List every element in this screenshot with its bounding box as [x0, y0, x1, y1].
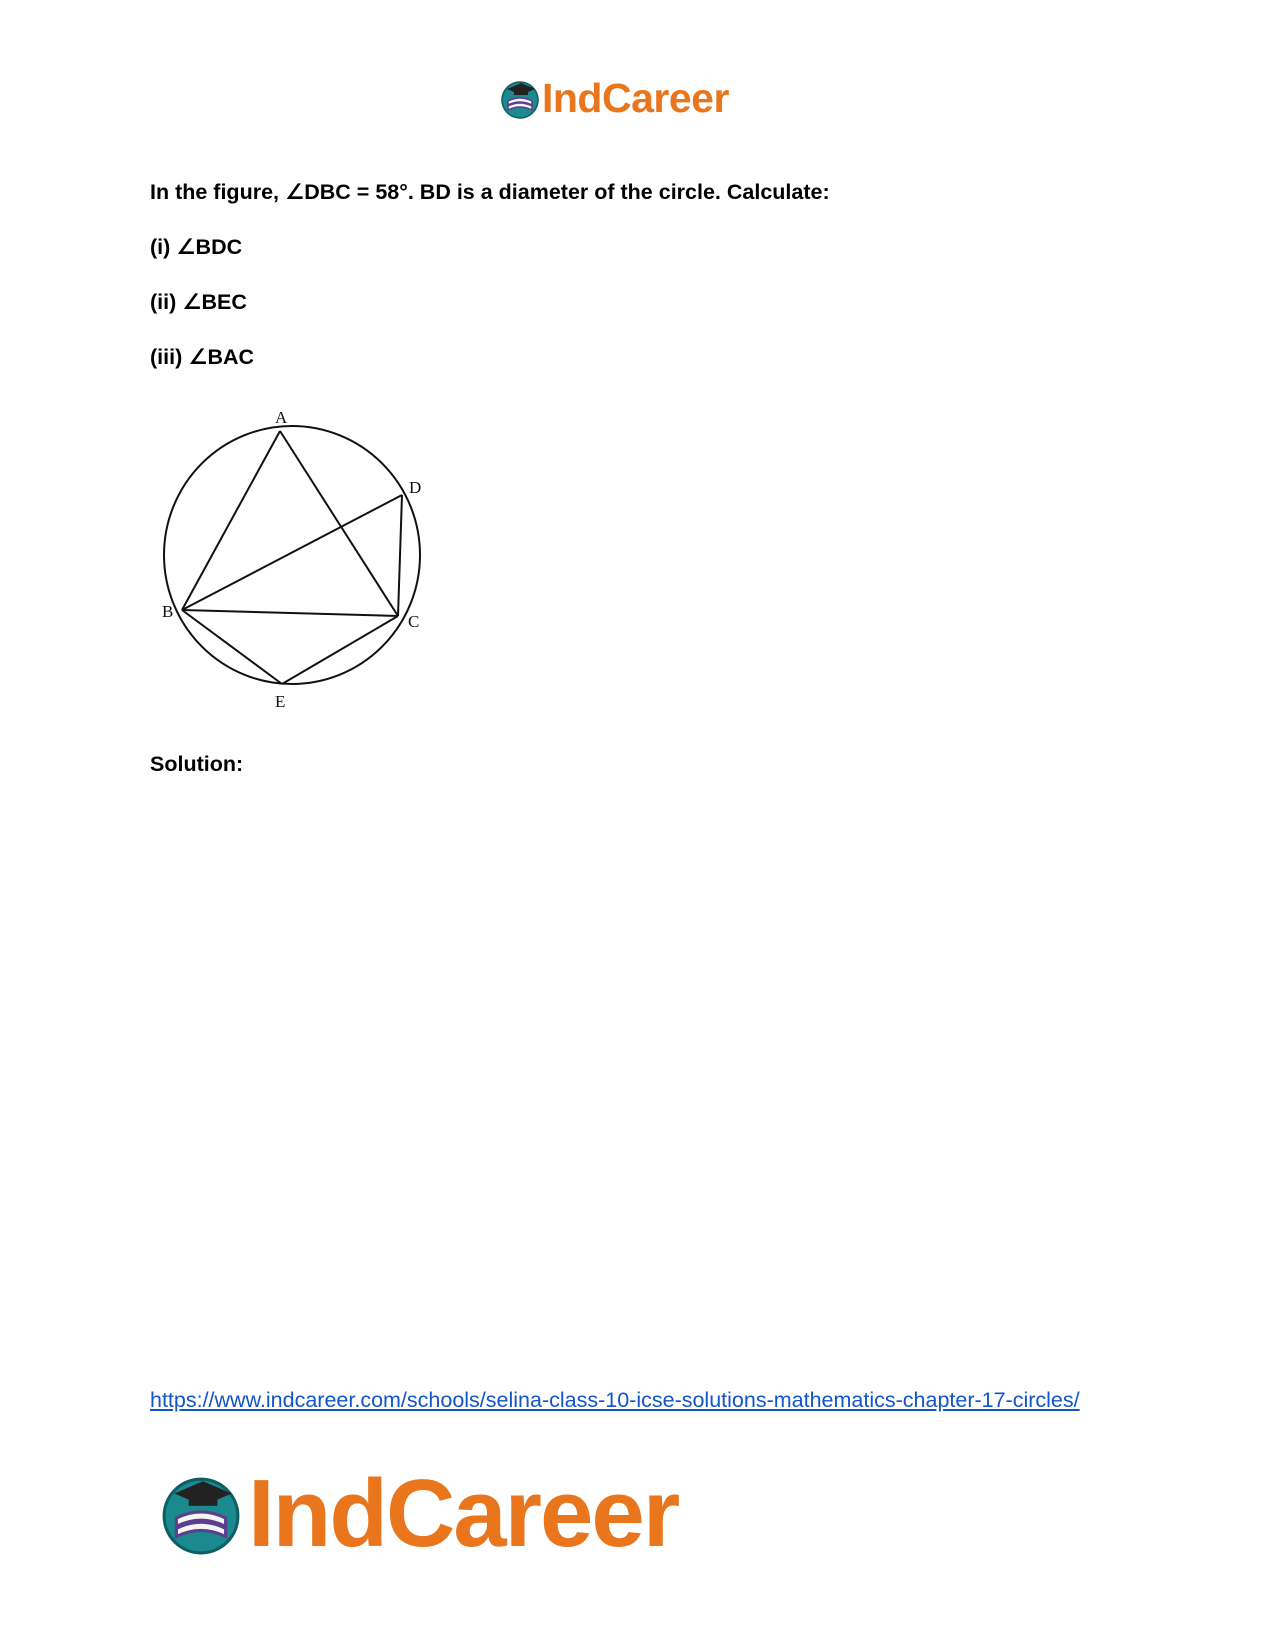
label-d: D	[409, 478, 422, 497]
graduation-globe-icon	[500, 79, 540, 119]
question-part-3: (iii) ∠BAC	[150, 345, 255, 369]
brand-name: IndCareer	[542, 75, 729, 121]
brand-name: IndCareer	[248, 1460, 679, 1567]
segment-bc	[182, 610, 398, 616]
header-logo	[500, 75, 729, 121]
footer-logo	[160, 1460, 679, 1567]
segment-ab	[182, 431, 280, 610]
segment-dc	[398, 495, 402, 616]
question-part-1: (i) ∠BDC	[150, 235, 243, 259]
graduation-globe-icon	[160, 1473, 242, 1555]
label-e: E	[275, 692, 286, 711]
segment-be	[182, 610, 282, 684]
question-part-2: (ii) ∠BEC	[150, 290, 247, 314]
question-title: In the figure, ∠DBC = 58°. BD is a diameter of the circle. Calculate:	[150, 180, 830, 204]
label-b: B	[162, 602, 174, 621]
label-a: A	[275, 408, 288, 427]
circle-figure	[152, 405, 442, 715]
label-c: C	[408, 612, 420, 631]
segment-ac	[280, 431, 398, 616]
segment-bd	[182, 495, 402, 610]
source-link[interactable]: https://www.indcareer.com/schools/selina-class-10-icse-solutions-mathematics-chapter-17-circles/	[150, 1388, 1080, 1412]
solution-heading: Solution:	[150, 752, 244, 776]
circle	[164, 426, 420, 684]
